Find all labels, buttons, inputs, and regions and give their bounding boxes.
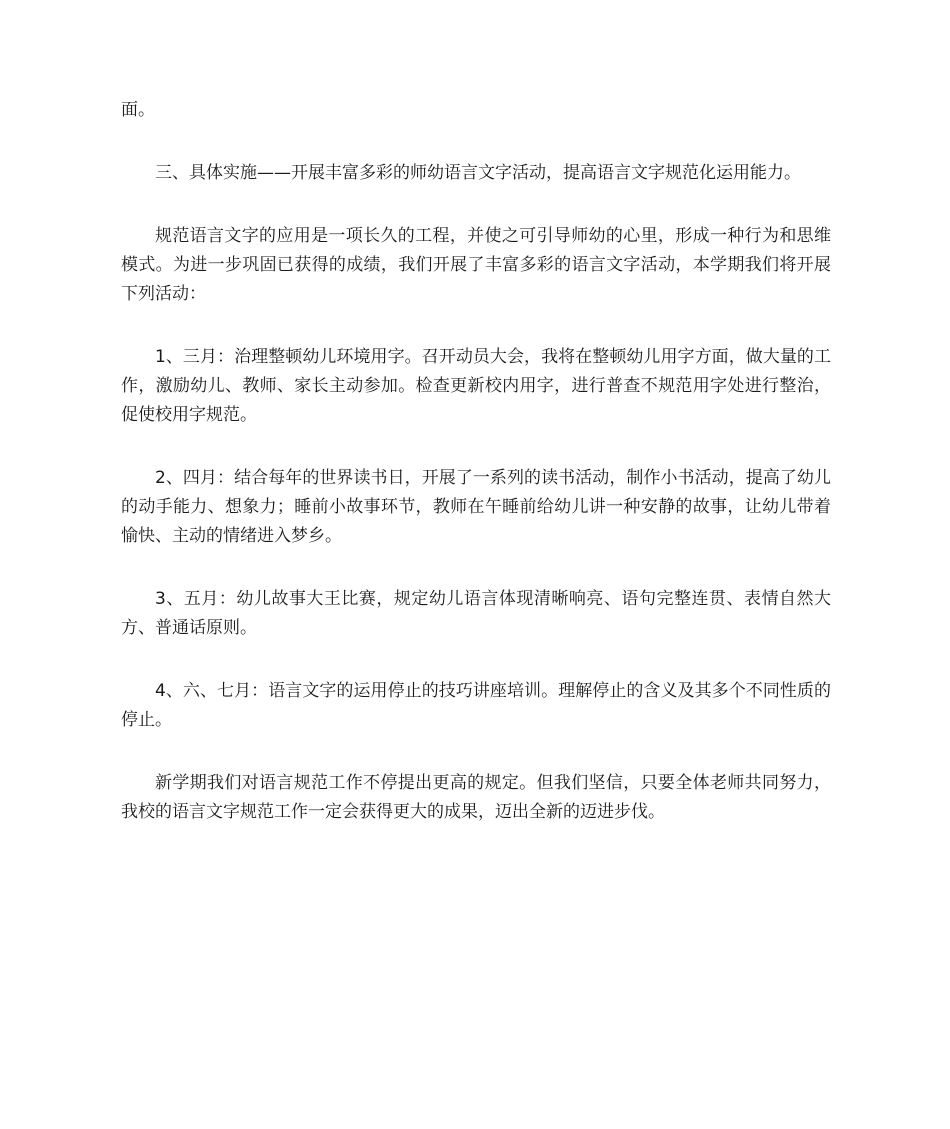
list-item-june-july: 4、六、七月：语言文字的运用停止的技巧讲座培训。理解停止的含义及其多个不同性质的停止。 xyxy=(121,681,831,730)
document-body xyxy=(121,96,831,861)
paragraph-conclusion: 新学期我们对语言规范工作不停提出更高的规定。但我们坚信，只要全体老师共同努力，我校的语言文字规范工作一定会获得更大的成果，迈出全新的迈进步伐。 xyxy=(121,773,831,822)
list-item-april: 2、四月：结合每年的世界读书日，开展了一系列的读书活动，制作小书活动，提高了幼儿的动手能力、想象力；睡前小故事环节，教师在午睡前给幼儿讲一种安静的故事，让幼儿带着愉快、主动的情绪进入梦乡。 xyxy=(121,468,831,546)
paragraph-intro: 规范语言文字的应用是一项长久的工程，并使之可引导师幼的心里，形成一种行为和思维模式。为进一步巩固已获得的成绩，我们开展了丰富多彩的语言文字活动，本学期我们将开展下列活动： xyxy=(121,226,831,304)
section-heading-implementation: 三、具体实施——开展丰富多彩的师幼语言文字活动，提高语言文字规范化运用能力。 xyxy=(155,163,801,183)
list-item-may: 3、五月：幼儿故事大王比赛，规定幼儿语言体现清晰响亮、语句完整连贯、表情自然大方、普通话原则。 xyxy=(121,589,831,638)
paragraph-continuation: 面。 xyxy=(121,100,155,120)
list-item-march: 1、三月：治理整顿幼儿环境用字。召开动员大会，我将在整顿幼儿用字方面，做大量的工作，激励幼儿、教师、家长主动参加。检查更新校内用字，进行普查不规范用字处进行整治，促使校用字规范。 xyxy=(121,347,831,425)
